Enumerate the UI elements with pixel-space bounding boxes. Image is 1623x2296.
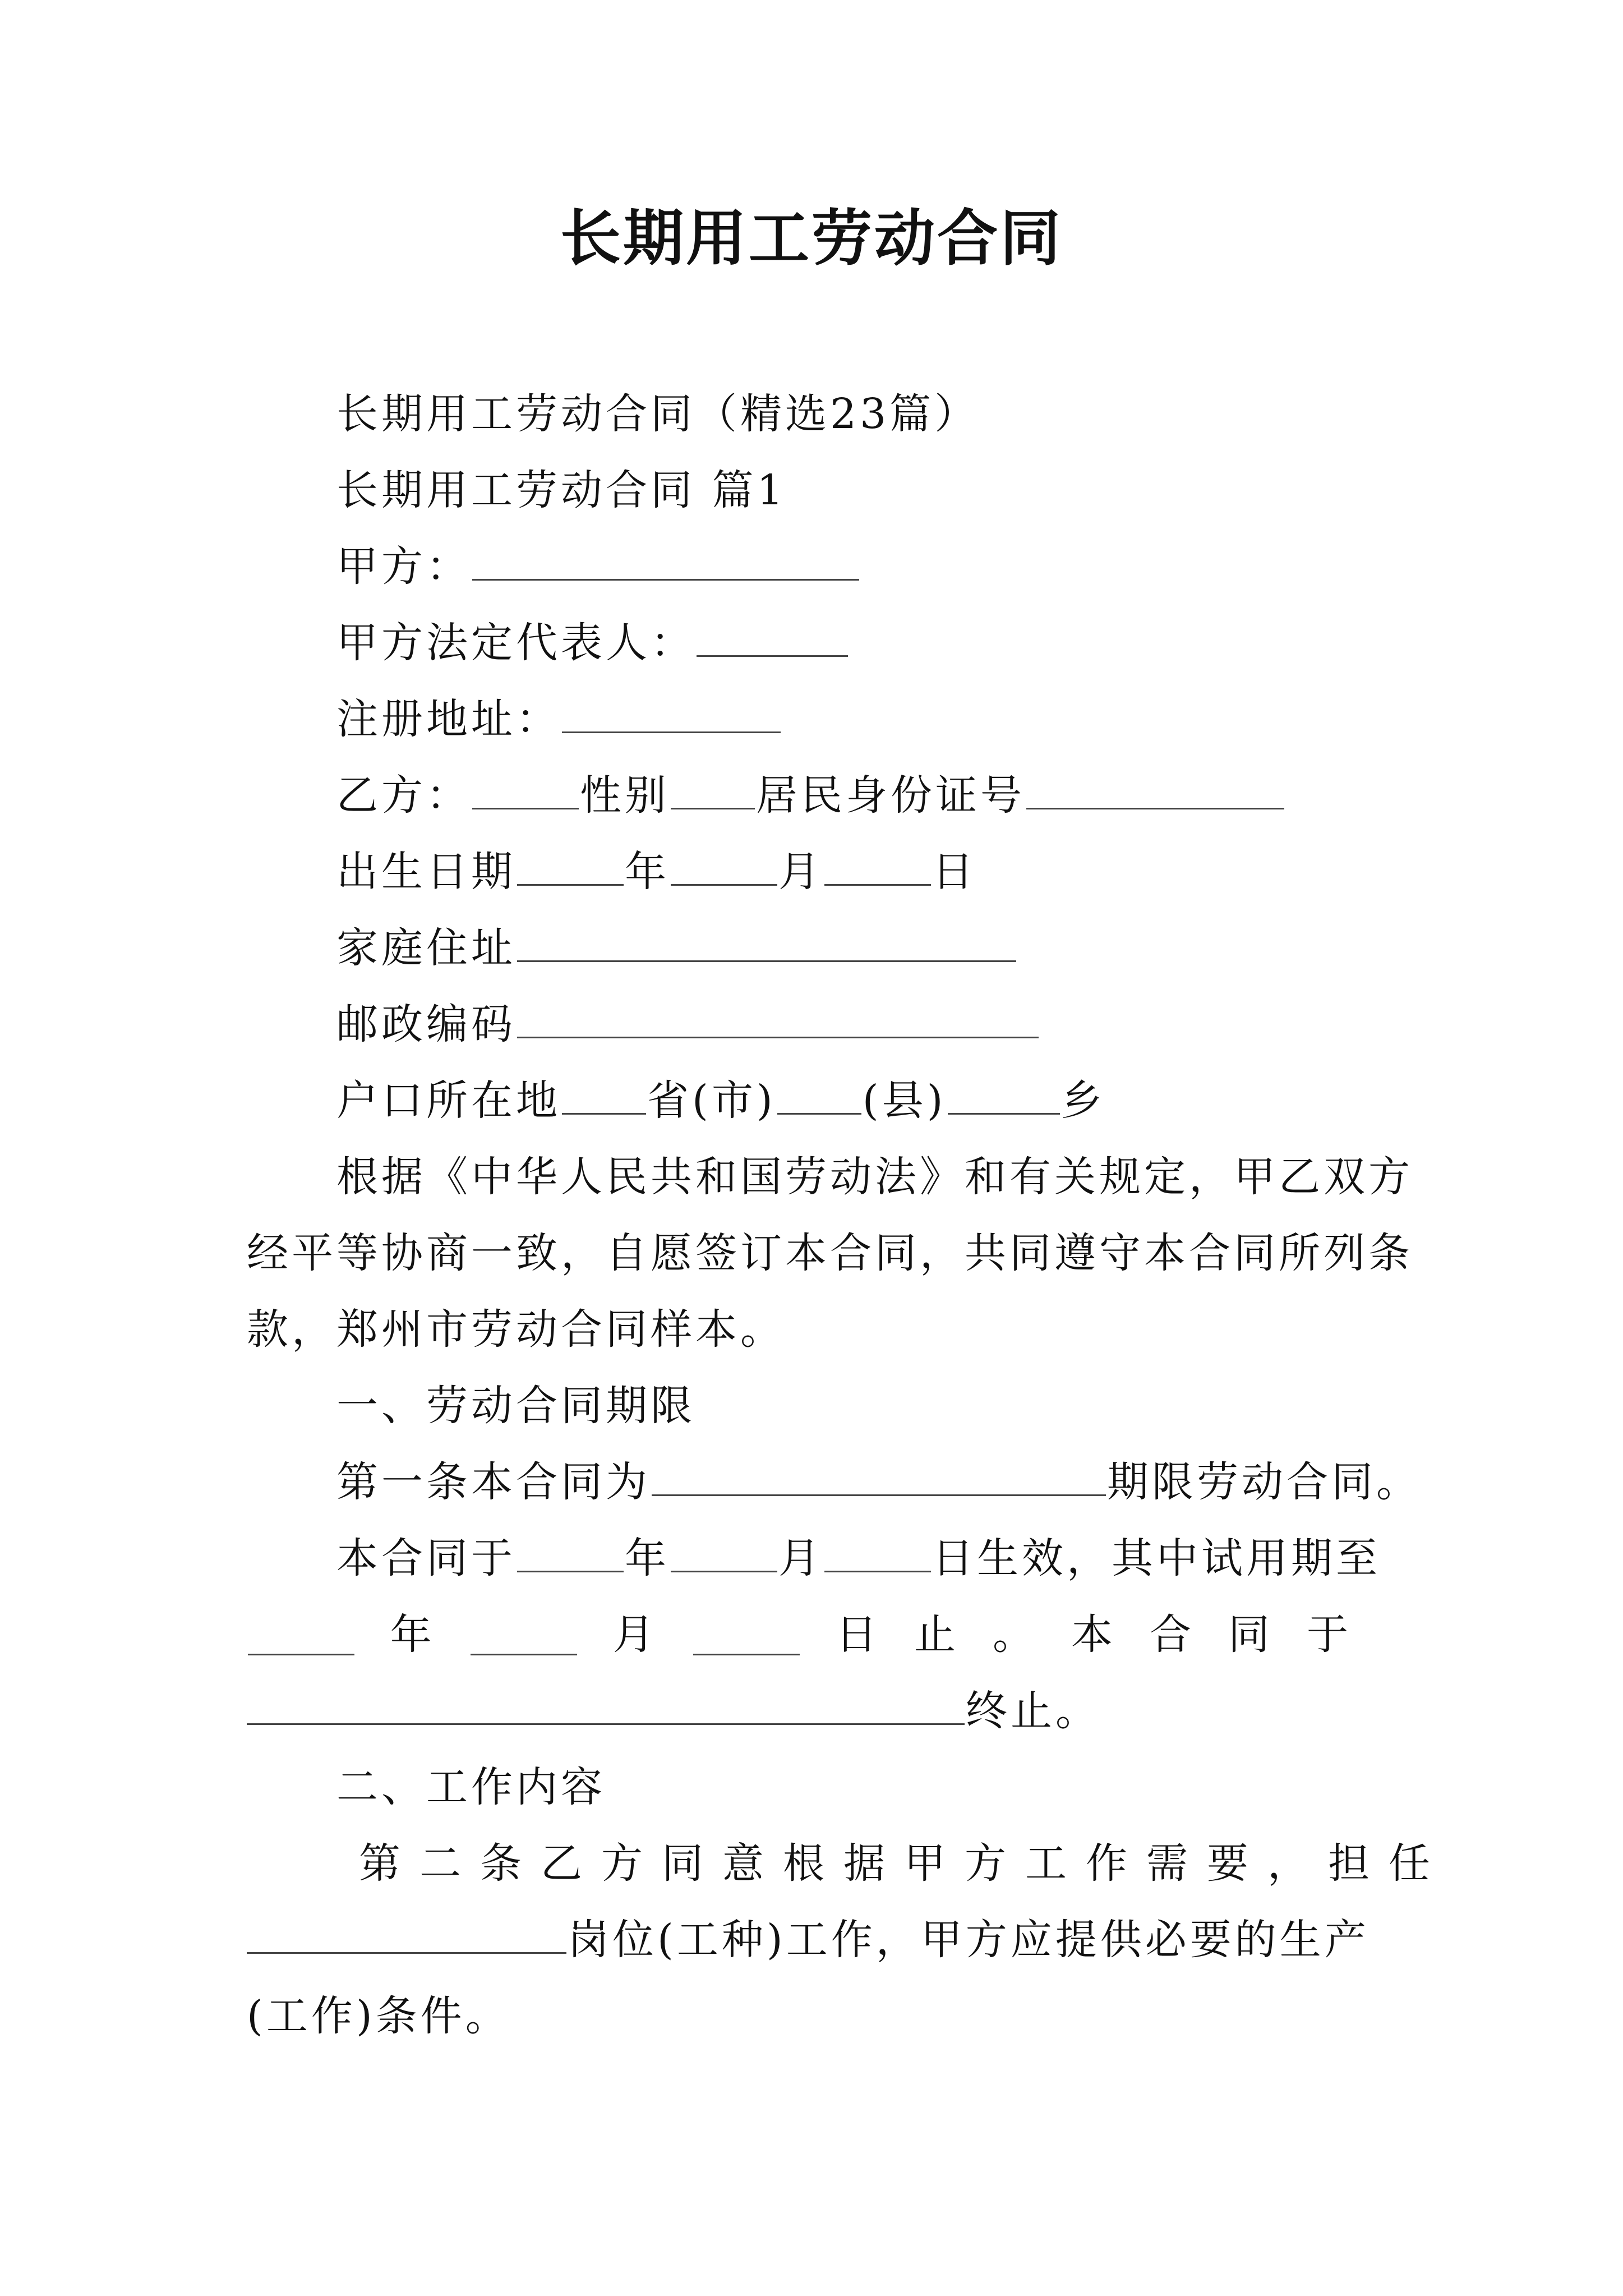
province-label: 省(市)	[647, 1076, 776, 1125]
birth-day-label: 日	[932, 848, 977, 896]
preamble-text-2: 经平等协商一致，自愿签订本合同，共同遵守本合同所列条	[247, 1229, 1413, 1277]
document-subtitle	[247, 376, 1385, 452]
trial-day-blank[interactable]	[693, 1614, 800, 1655]
termination-text: 终止。	[966, 1687, 1100, 1735]
position-blank[interactable]	[247, 1913, 566, 1954]
article-2-line-1	[247, 1825, 1449, 1902]
party-a-rep-label: 甲方法定代表人：	[336, 619, 695, 667]
county-label: (县)	[862, 1076, 947, 1125]
reg-address-blank[interactable]	[562, 692, 781, 733]
article-1-prefix: 第一条本合同为	[336, 1458, 651, 1506]
effective-month-label: 月	[778, 1534, 823, 1582]
effective-month-blank[interactable]	[671, 1531, 777, 1572]
home-address-blank[interactable]	[517, 921, 1016, 962]
birth-year-blank[interactable]	[517, 845, 624, 886]
effective-year-blank[interactable]	[517, 1531, 624, 1572]
birth-day-blank[interactable]	[824, 845, 931, 886]
trial-month-blank[interactable]	[471, 1614, 577, 1655]
gender-label: 性别	[580, 771, 670, 820]
termination-blank[interactable]	[247, 1684, 965, 1725]
reg-address-line	[247, 681, 1385, 757]
party-a-line	[247, 528, 1385, 605]
party-a-rep-line	[247, 605, 1385, 681]
party-b-label: 乙方：	[336, 771, 471, 820]
article-2-line-3	[247, 1978, 1385, 2054]
birth-month-blank[interactable]	[671, 845, 777, 886]
birth-date-line	[247, 834, 1385, 910]
document-body	[247, 376, 1449, 2054]
article-1-suffix: 期限劳动合同。	[1107, 1458, 1421, 1506]
contract-type-blank[interactable]	[652, 1455, 1106, 1496]
preamble-line-3	[247, 1291, 1385, 1368]
postcode-label: 邮政编码	[336, 1000, 516, 1048]
township-label: 乡	[1061, 1076, 1106, 1125]
preamble-line-2	[247, 1215, 1413, 1291]
party-a-blank[interactable]	[472, 540, 859, 581]
postcode-blank[interactable]	[517, 997, 1039, 1038]
document-title: 长期用工劳动合同	[560, 203, 1063, 274]
party-a-rep-blank[interactable]	[697, 616, 848, 657]
heading-1	[247, 1368, 1385, 1444]
home-address-label: 家庭住址	[336, 924, 516, 972]
postcode-line	[247, 986, 1385, 1062]
birth-month-label: 月	[778, 848, 823, 896]
trial-end-text: 日止。本合同于	[835, 1611, 1385, 1659]
preamble-text-1: 根据《中华人民共和国劳动法》和有关规定，甲乙双方	[336, 1153, 1413, 1201]
trial-month-label: 月	[612, 1611, 658, 1659]
preamble-text-3: 款，郑州市劳动合同样本。	[247, 1305, 785, 1354]
birth-label: 出生日期	[336, 848, 516, 896]
reg-address-label: 注册地址：	[336, 695, 561, 743]
party-b-line	[247, 757, 1385, 834]
birth-year-label: 年	[625, 848, 670, 896]
party-b-name-blank[interactable]	[472, 769, 579, 809]
article-1-line	[247, 1444, 1421, 1520]
gender-blank[interactable]	[671, 769, 755, 809]
subtitle-text: 长期用工劳动合同（精选23篇）	[336, 390, 980, 438]
hukou-province-blank[interactable]	[562, 1074, 646, 1115]
preamble-line-1	[247, 1139, 1413, 1215]
heading-2-text: 二、工作内容	[336, 1763, 606, 1811]
party-a-label: 甲方：	[336, 542, 471, 591]
article-2-text-3: (工作)条件。	[247, 1992, 510, 2040]
section-heading-text: 长期用工劳动合同 篇1	[336, 466, 787, 514]
trial-year-blank[interactable]	[248, 1614, 354, 1655]
heading-1-text: 一、劳动合同期限	[336, 1382, 695, 1430]
article-2-text-1: 第二条乙方同意根据甲方工作需要，担任	[359, 1839, 1449, 1888]
effective-line	[247, 1520, 1385, 1596]
effective-prefix: 本合同于	[336, 1534, 516, 1582]
section-heading	[247, 452, 1385, 528]
heading-2	[247, 1749, 1385, 1825]
id-number-blank[interactable]	[1026, 769, 1284, 809]
termination-line	[247, 1673, 1385, 1749]
effective-day-blank[interactable]	[824, 1531, 931, 1572]
effective-suffix: 日生效，其中试用期至	[932, 1534, 1381, 1582]
home-address-line	[247, 910, 1385, 986]
hukou-label: 户口所在地	[336, 1076, 561, 1125]
id-label: 居民身份证号	[756, 771, 1025, 820]
article-2-text-2: 岗位(工种)工作，甲方应提供必要的生产	[568, 1916, 1370, 1964]
effective-year-label: 年	[625, 1534, 670, 1582]
hukou-line	[247, 1062, 1385, 1139]
trial-year-label: 年	[390, 1611, 435, 1659]
hukou-county-blank[interactable]	[948, 1074, 1060, 1115]
article-2-line-2	[247, 1902, 1385, 1978]
hukou-city-blank[interactable]	[777, 1074, 861, 1115]
trial-end-line	[247, 1596, 1385, 1673]
